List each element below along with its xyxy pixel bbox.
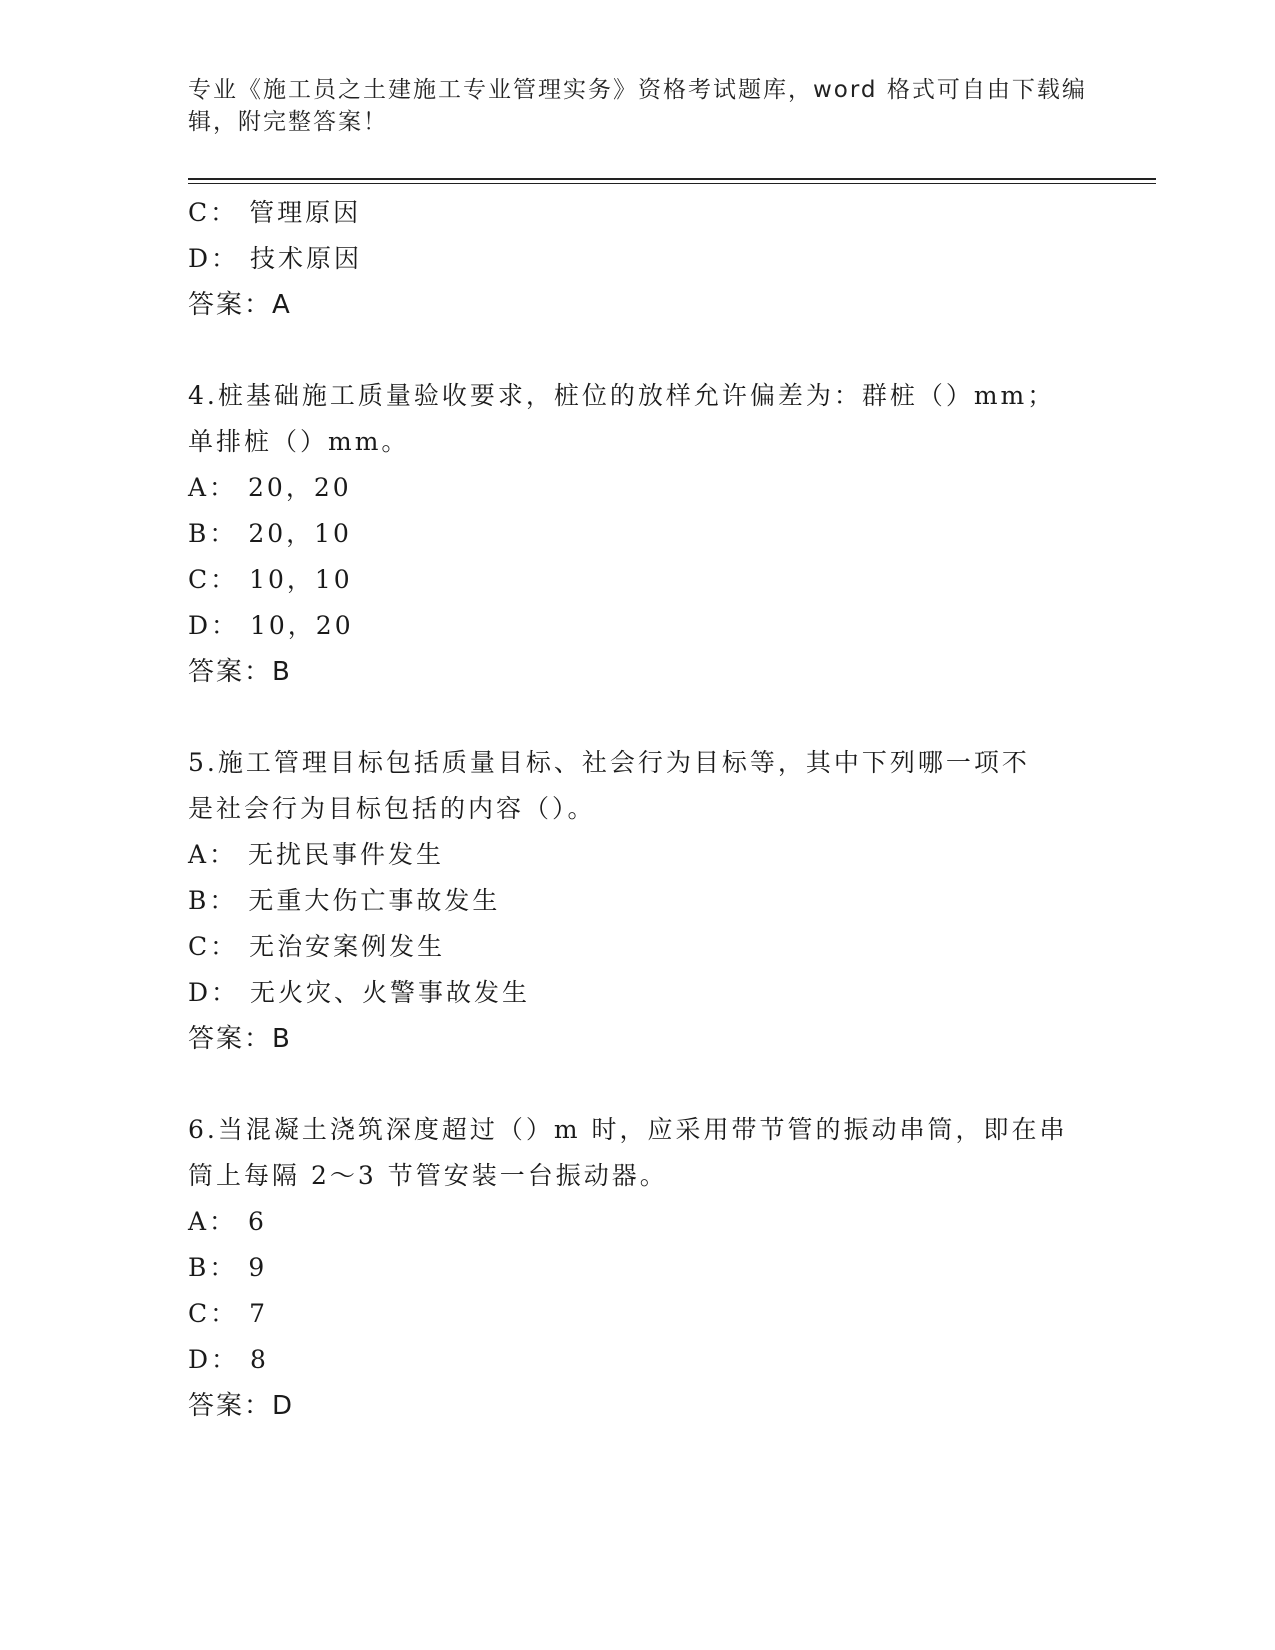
option-b: B： 20，10 bbox=[188, 519, 352, 548]
question-list bbox=[188, 190, 1088, 1429]
spacer bbox=[188, 328, 1088, 373]
question-5 bbox=[188, 740, 1088, 1062]
answer: 答案：D bbox=[188, 1391, 295, 1421]
question-stem-line-1: 4.桩基础施工质量验收要求，桩位的放样允许偏差为：群桩（）mm； bbox=[188, 381, 1056, 410]
question-stem-line-1: 6.当混凝土浇筑深度超过（）m 时，应采用带节管的振动串筒，即在串 bbox=[188, 1115, 1068, 1144]
answer: 答案：B bbox=[188, 657, 292, 687]
question-stem-line-2: 是社会行为目标包括的内容（）。 bbox=[188, 794, 596, 823]
question-stem-line-1: 5.施工管理目标包括质量目标、社会行为目标等，其中下列哪一项不 bbox=[188, 748, 1030, 777]
option-c: C： 无治安案例发生 bbox=[188, 932, 446, 961]
option-c: C： 7 bbox=[188, 1299, 268, 1328]
header-line-1: 专业《施工员之土建施工专业管理实务》资格考试题库，word 格式可自由下载编 bbox=[188, 77, 1087, 103]
option-c: C： 10，10 bbox=[188, 565, 353, 594]
header-rule-thick bbox=[188, 178, 1156, 180]
answer: 答案：A bbox=[188, 290, 292, 320]
document-header bbox=[188, 74, 1088, 138]
header-rule-thin bbox=[188, 183, 1156, 184]
option-d: D： 技术原因 bbox=[188, 244, 362, 273]
option-b: B： 9 bbox=[188, 1253, 268, 1282]
answer: 答案：B bbox=[188, 1024, 292, 1054]
option-b: B： 无重大伤亡事故发生 bbox=[188, 886, 501, 915]
question-stem-line-2: 筒上每隔 2～3 节管安装一台振动器。 bbox=[188, 1161, 668, 1190]
option-c: C： 管理原因 bbox=[188, 198, 362, 227]
option-a: A： 6 bbox=[188, 1207, 267, 1236]
option-a: A： 20，20 bbox=[188, 473, 352, 502]
spacer bbox=[188, 1062, 1088, 1107]
header-line-2: 辑，附完整答案！ bbox=[188, 109, 388, 135]
question-3-tail bbox=[188, 190, 1088, 328]
option-d: D： 10，20 bbox=[188, 611, 354, 640]
option-d: D： 8 bbox=[188, 1345, 269, 1374]
question-6 bbox=[188, 1107, 1088, 1429]
spacer bbox=[188, 695, 1088, 740]
option-d: D： 无火灾、火警事故发生 bbox=[188, 978, 530, 1007]
question-4 bbox=[188, 373, 1088, 695]
question-stem-line-2: 单排桩（）mm。 bbox=[188, 427, 410, 456]
option-a: A： 无扰民事件发生 bbox=[188, 840, 445, 869]
